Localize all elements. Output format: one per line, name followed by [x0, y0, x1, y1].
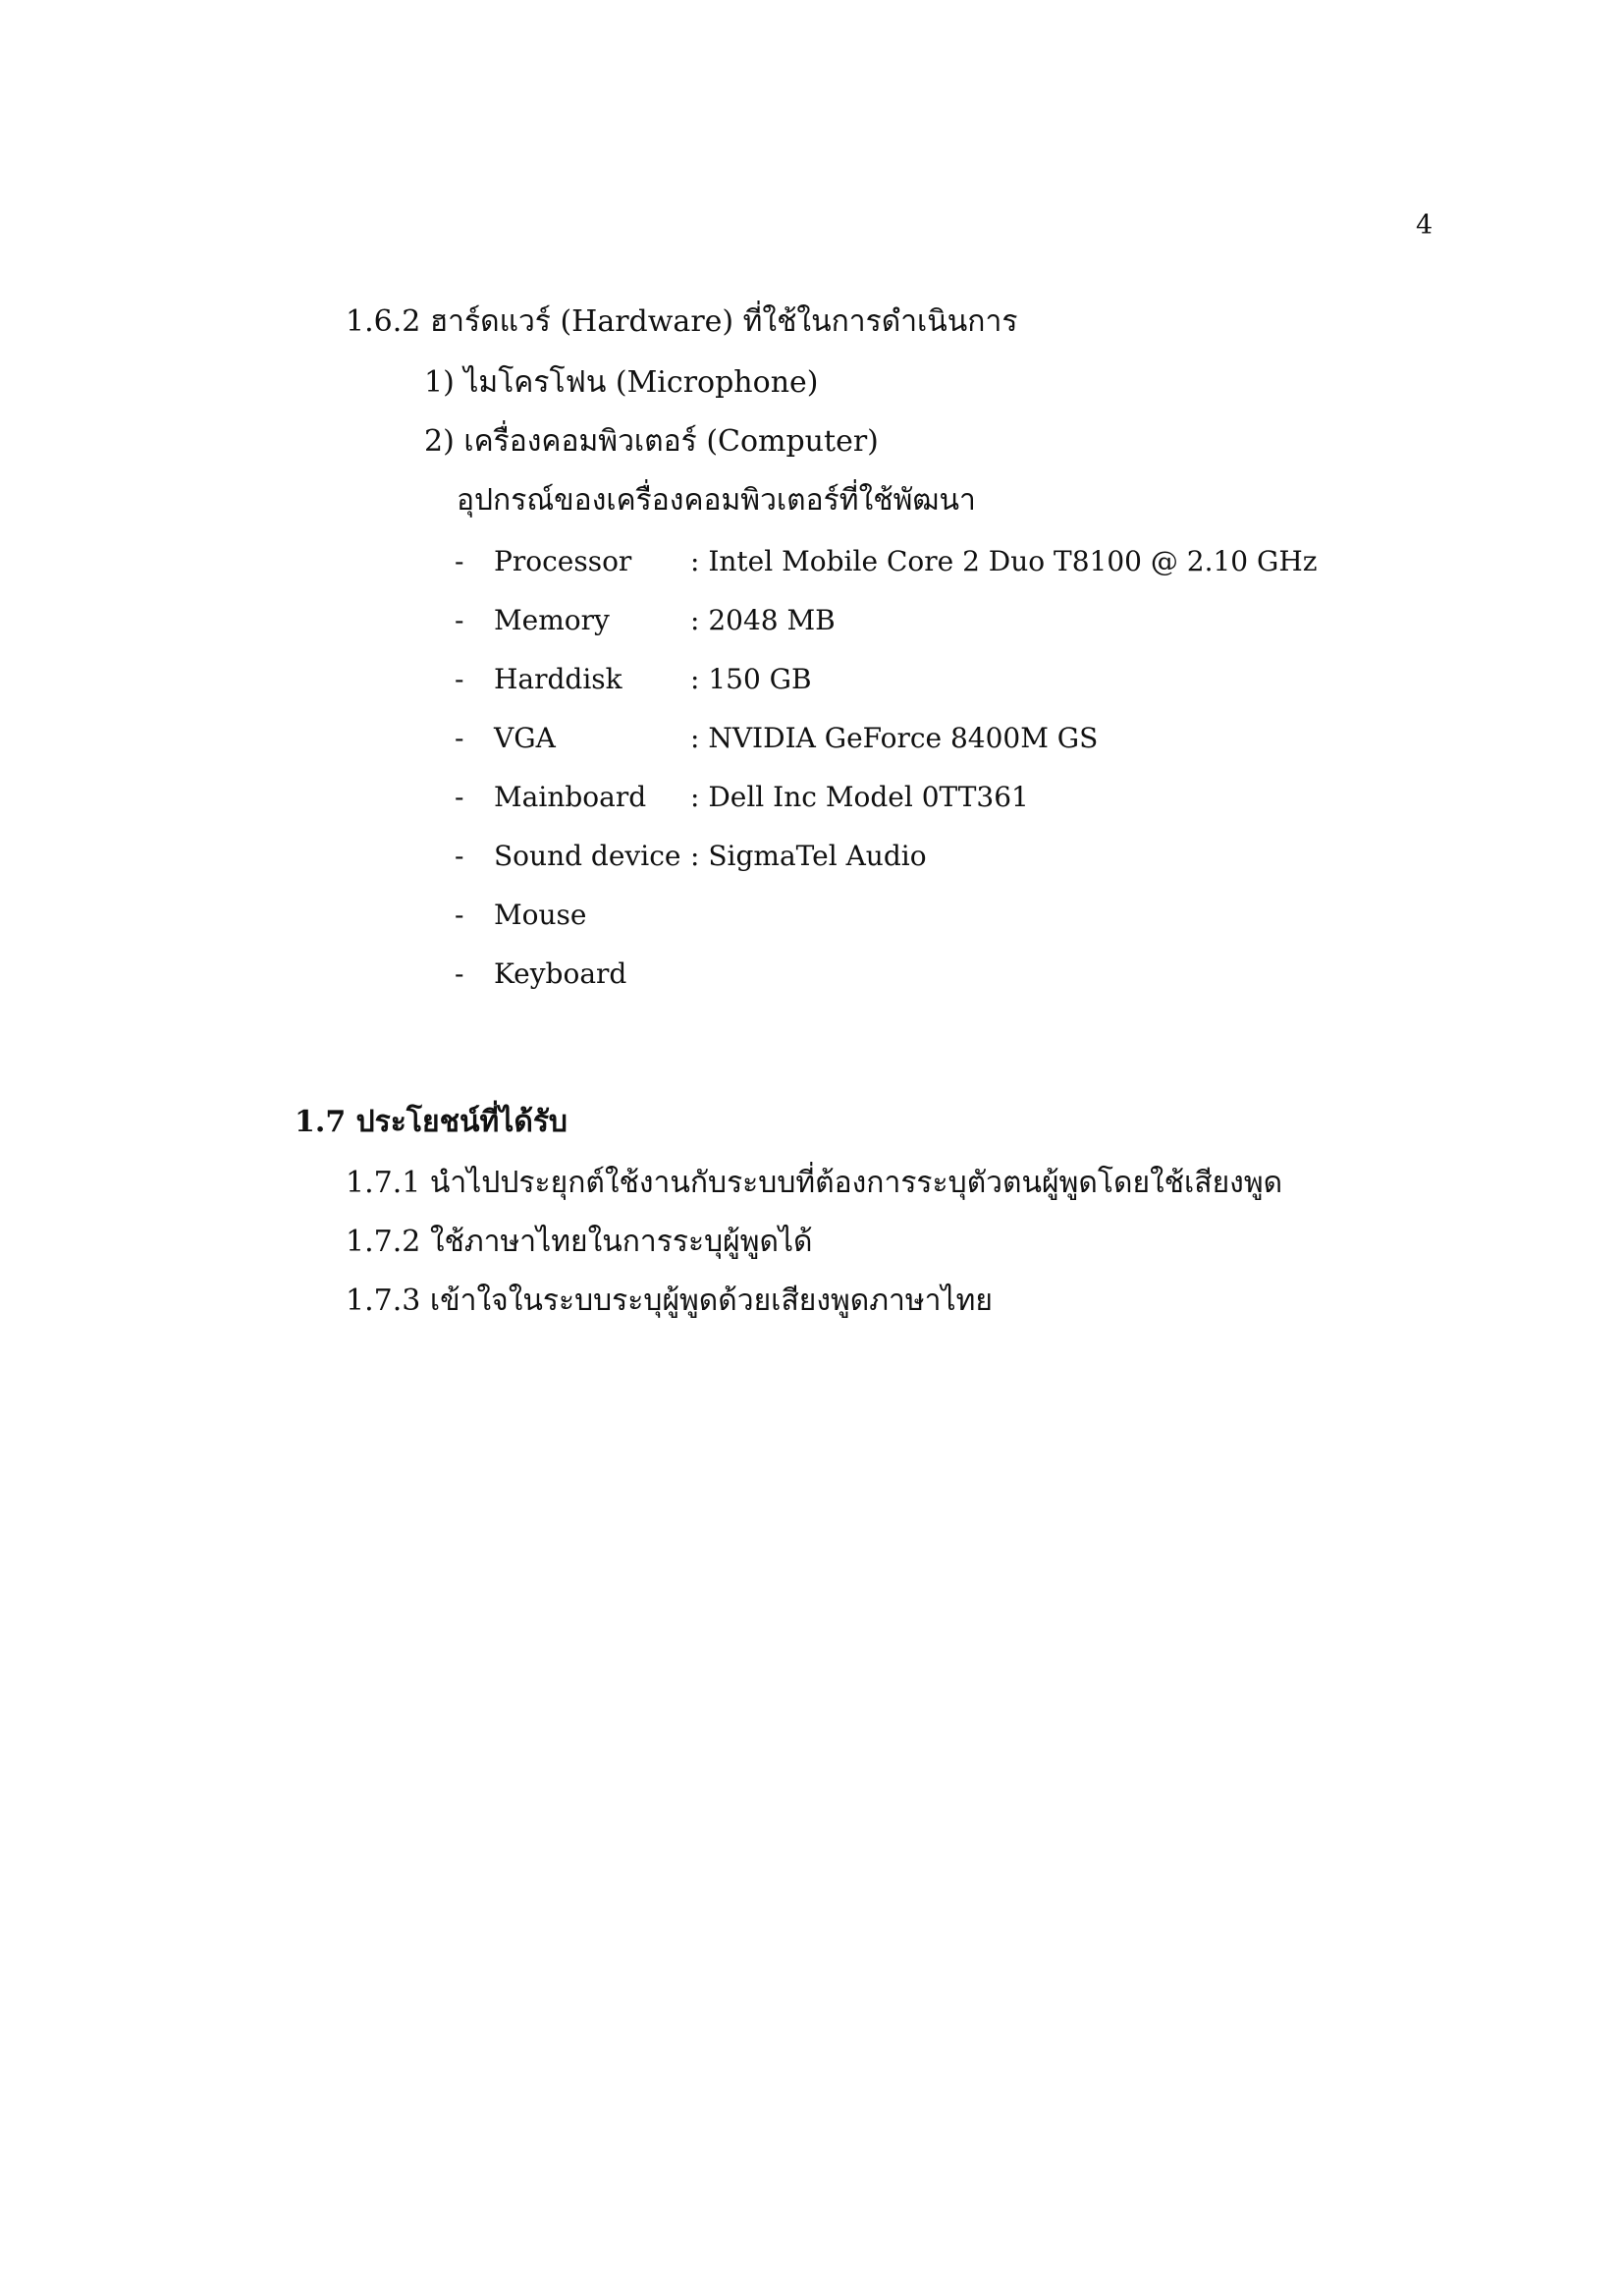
spec-row-vga: [455, 722, 1318, 781]
spec-value: : 2048 MB: [690, 604, 836, 636]
spec-row-sound-device: [455, 840, 1318, 899]
spec-value: : 150 GB: [690, 663, 812, 695]
benefit-item-2: 1.7.2 ใช้ภาษาไทยในการระบุผู้พูดได้: [346, 1225, 813, 1259]
list-dash: -: [455, 957, 464, 990]
page-number: 4: [1416, 210, 1434, 241]
spec-value: : NVIDIA GeForce 8400M GS: [690, 722, 1099, 754]
spec-row-mouse: [455, 899, 1318, 957]
computer-spec-list: [455, 545, 1318, 1016]
spec-row-keyboard: [455, 957, 1318, 1016]
spec-label: Sound device: [494, 840, 681, 872]
spec-row-harddisk: [455, 663, 1318, 722]
spec-label: Keyboard: [494, 957, 627, 990]
spec-value: : Intel Mobile Core 2 Duo T8100 @ 2.10 GHz: [690, 545, 1318, 577]
list-dash: -: [455, 781, 464, 813]
spec-label: VGA: [494, 722, 556, 754]
spec-label: Mouse: [494, 899, 587, 931]
section-1-6-2-title: 1.6.2 ฮาร์ดแวร์ (Hardware) ที่ใช้ในการดำเนินการ: [346, 304, 1018, 339]
spec-label: Processor: [494, 545, 632, 577]
list-dash: -: [455, 840, 464, 872]
computer-spec-intro: อุปกรณ์ของเครื่องคอมพิวเตอร์ที่ใช้พัฒนา: [457, 483, 976, 518]
spec-label: Memory: [494, 604, 610, 636]
section-1-7-heading: 1.7 ประโยชน์ที่ได้รับ: [295, 1105, 568, 1139]
spec-row-processor: [455, 545, 1318, 604]
list-dash: -: [455, 899, 464, 931]
spec-value: : Dell Inc Model 0TT361: [690, 781, 1029, 813]
benefit-item-3: 1.7.3 เข้าใจในระบบระบุผู้พูดด้วยเสียงพูดภาษาไทย: [346, 1284, 993, 1318]
list-dash: -: [455, 604, 464, 636]
spec-value: : SigmaTel Audio: [690, 840, 927, 872]
list-dash: -: [455, 722, 464, 754]
spec-label: Mainboard: [494, 781, 647, 813]
list-dash: -: [455, 545, 464, 577]
hardware-item-microphone: 1) ไมโครโฟน (Microphone): [424, 365, 819, 400]
list-dash: -: [455, 663, 464, 695]
spec-row-memory: [455, 604, 1318, 663]
hardware-item-computer: 2) เครื่องคอมพิวเตอร์ (Computer): [424, 424, 879, 459]
benefit-item-1: 1.7.1 นำไปประยุกต์ใช้งานกับระบบที่ต้องการระบุตัวตนผู้พูดโดยใช้เสียงพูด: [346, 1166, 1283, 1200]
spec-row-mainboard: [455, 781, 1318, 840]
spec-label: Harddisk: [494, 663, 622, 695]
